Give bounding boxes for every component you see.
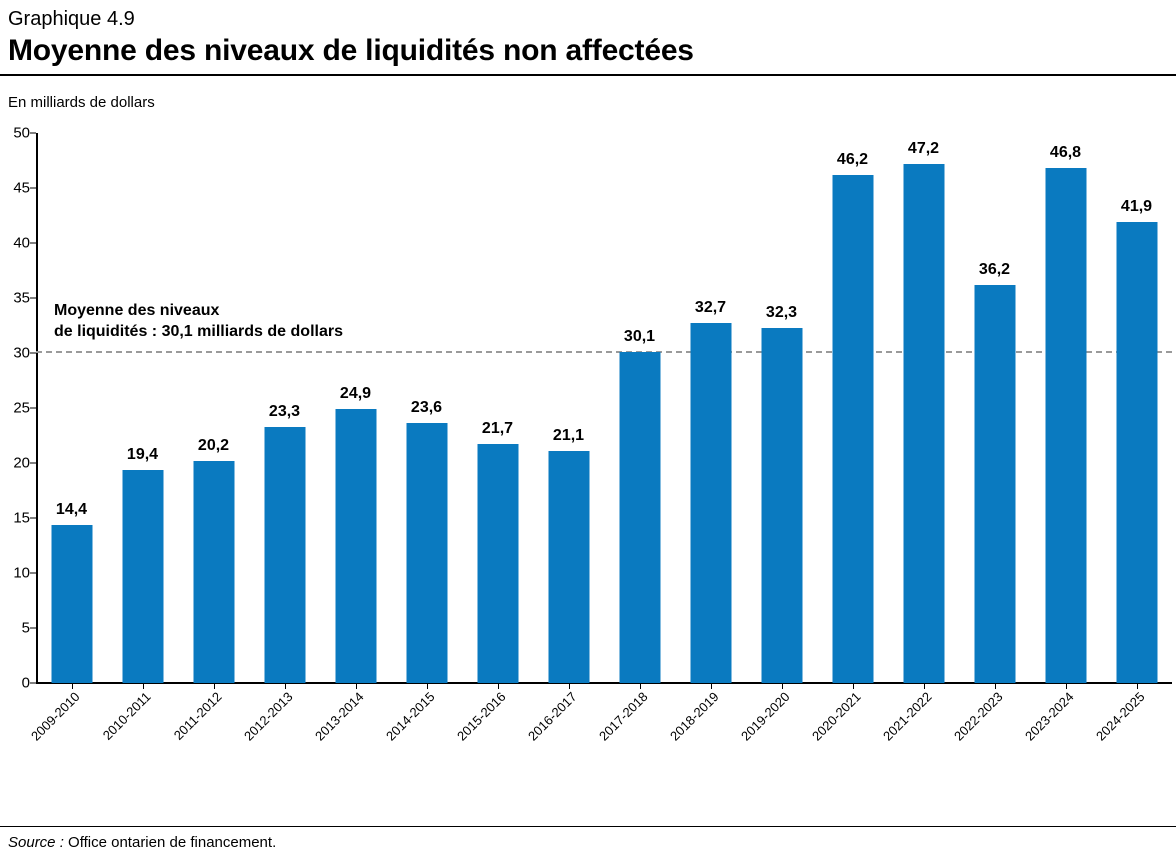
chart-number: Graphique 4.9 bbox=[8, 8, 135, 30]
bar[interactable] bbox=[903, 164, 944, 683]
bar-value-label: 24,9 bbox=[339, 385, 372, 403]
bar[interactable] bbox=[51, 525, 92, 683]
bar-value-label: 21,7 bbox=[481, 420, 514, 438]
bar[interactable] bbox=[264, 427, 305, 683]
bar-value-label: 46,8 bbox=[1049, 144, 1082, 162]
x-axis-tick-label: 2016-2017 bbox=[524, 689, 580, 744]
bar-item[interactable] bbox=[462, 133, 533, 683]
chart-area bbox=[0, 123, 1176, 763]
x-axis-tick-label: 2010-2011 bbox=[99, 689, 154, 743]
bar[interactable] bbox=[690, 323, 731, 683]
bar-value-label: 32,7 bbox=[694, 299, 727, 317]
plot-region bbox=[13, 124, 1172, 692]
source-note bbox=[0, 827, 1176, 859]
chart-header bbox=[0, 0, 1176, 70]
bar-value-label: 21,1 bbox=[552, 426, 585, 444]
bar-item[interactable] bbox=[1101, 133, 1172, 683]
bar-item[interactable] bbox=[320, 133, 391, 683]
x-axis-tick-label: 2009-2010 bbox=[27, 689, 83, 744]
bar[interactable] bbox=[1045, 168, 1086, 683]
bar[interactable] bbox=[477, 444, 518, 683]
x-axis-tick-label: 2020-2021 bbox=[808, 689, 864, 744]
x-axis-tick-label: 2011-2012 bbox=[170, 689, 225, 743]
y-axis-tick-label: 15 bbox=[13, 509, 30, 527]
bar-item[interactable] bbox=[533, 133, 604, 683]
y-axis-tick-label: 30 bbox=[13, 344, 30, 362]
x-axis-tick-label: 2014-2015 bbox=[382, 689, 438, 744]
bar[interactable] bbox=[761, 328, 802, 683]
bar[interactable] bbox=[974, 285, 1015, 683]
y-axis-tick-label: 10 bbox=[13, 564, 30, 582]
x-axis-tick-label: 2022-2023 bbox=[950, 689, 1006, 744]
bar[interactable] bbox=[335, 409, 376, 683]
bar-value-label: 36,2 bbox=[978, 260, 1011, 278]
bar[interactable] bbox=[619, 352, 660, 683]
bar-item[interactable] bbox=[1030, 133, 1101, 683]
chart-footer bbox=[0, 826, 1176, 859]
bar-item[interactable] bbox=[817, 133, 888, 683]
y-axis-tick-label: 45 bbox=[13, 179, 30, 197]
source-text: Office ontarien de financement. bbox=[68, 834, 277, 851]
bar-item[interactable] bbox=[888, 133, 959, 683]
y-axis-tick-label: 50 bbox=[13, 124, 30, 142]
bar-item[interactable] bbox=[249, 133, 320, 683]
y-axis-tick-label: 35 bbox=[13, 289, 30, 307]
page-title: Moyenne des niveaux de liquidités non affectées bbox=[8, 34, 694, 67]
x-axis-tick-label: 2015-2016 bbox=[453, 689, 509, 744]
y-axis-tick-label: 20 bbox=[13, 454, 30, 472]
bar-value-label: 19,4 bbox=[126, 445, 159, 463]
bar-value-label: 30,1 bbox=[623, 327, 656, 345]
y-axis-tick-label: 25 bbox=[13, 399, 30, 417]
bar-value-label: 41,9 bbox=[1120, 198, 1153, 216]
x-axis-tick-label: 2024-2025 bbox=[1092, 689, 1148, 744]
bar[interactable] bbox=[548, 451, 589, 683]
bar-value-label: 32,3 bbox=[765, 303, 798, 321]
bar-item[interactable] bbox=[959, 133, 1030, 683]
bar-series bbox=[36, 133, 1172, 683]
bar[interactable] bbox=[406, 423, 447, 683]
bar-item[interactable] bbox=[107, 133, 178, 683]
y-axis-tick-label: 5 bbox=[21, 619, 30, 637]
x-axis-tick-label: 2017-2018 bbox=[595, 689, 651, 744]
bar-value-label: 14,4 bbox=[55, 500, 88, 518]
bar-item[interactable] bbox=[604, 133, 675, 683]
bar-item[interactable] bbox=[36, 133, 107, 683]
x-axis-tick-label: 2013-2014 bbox=[311, 689, 367, 744]
bar[interactable] bbox=[122, 470, 163, 683]
bar-item[interactable] bbox=[675, 133, 746, 683]
bar-item[interactable] bbox=[178, 133, 249, 683]
bar[interactable] bbox=[1116, 222, 1157, 683]
y-axis-tick-label: 40 bbox=[13, 234, 30, 252]
bar-value-label: 20,2 bbox=[197, 436, 230, 454]
bar[interactable] bbox=[193, 461, 234, 683]
bar-item[interactable] bbox=[391, 133, 462, 683]
x-axis-tick-label: 2018-2019 bbox=[666, 689, 722, 744]
bar-item[interactable] bbox=[746, 133, 817, 683]
bar-value-label: 23,6 bbox=[410, 399, 443, 417]
bar-value-label: 23,3 bbox=[268, 402, 301, 420]
x-axis-tick-label: 2012-2013 bbox=[240, 689, 296, 744]
x-axis-tick-label: 2021-2022 bbox=[879, 689, 935, 744]
bar-value-label: 46,2 bbox=[836, 150, 869, 168]
source-label: Source : bbox=[8, 834, 64, 851]
average-annotation-line1: Moyenne des niveaux bbox=[54, 301, 220, 319]
units-label: En milliards de dollars bbox=[8, 94, 155, 111]
average-annotation-line2: de liquidités : 30,1 milliards de dollars bbox=[54, 322, 343, 340]
x-axis-tick-label: 2023-2024 bbox=[1021, 689, 1077, 744]
x-axis-tick-label: 2019-2020 bbox=[737, 689, 793, 744]
y-axis-tick-label: 0 bbox=[21, 674, 30, 692]
bar-value-label: 47,2 bbox=[907, 139, 940, 157]
bar[interactable] bbox=[832, 175, 873, 683]
